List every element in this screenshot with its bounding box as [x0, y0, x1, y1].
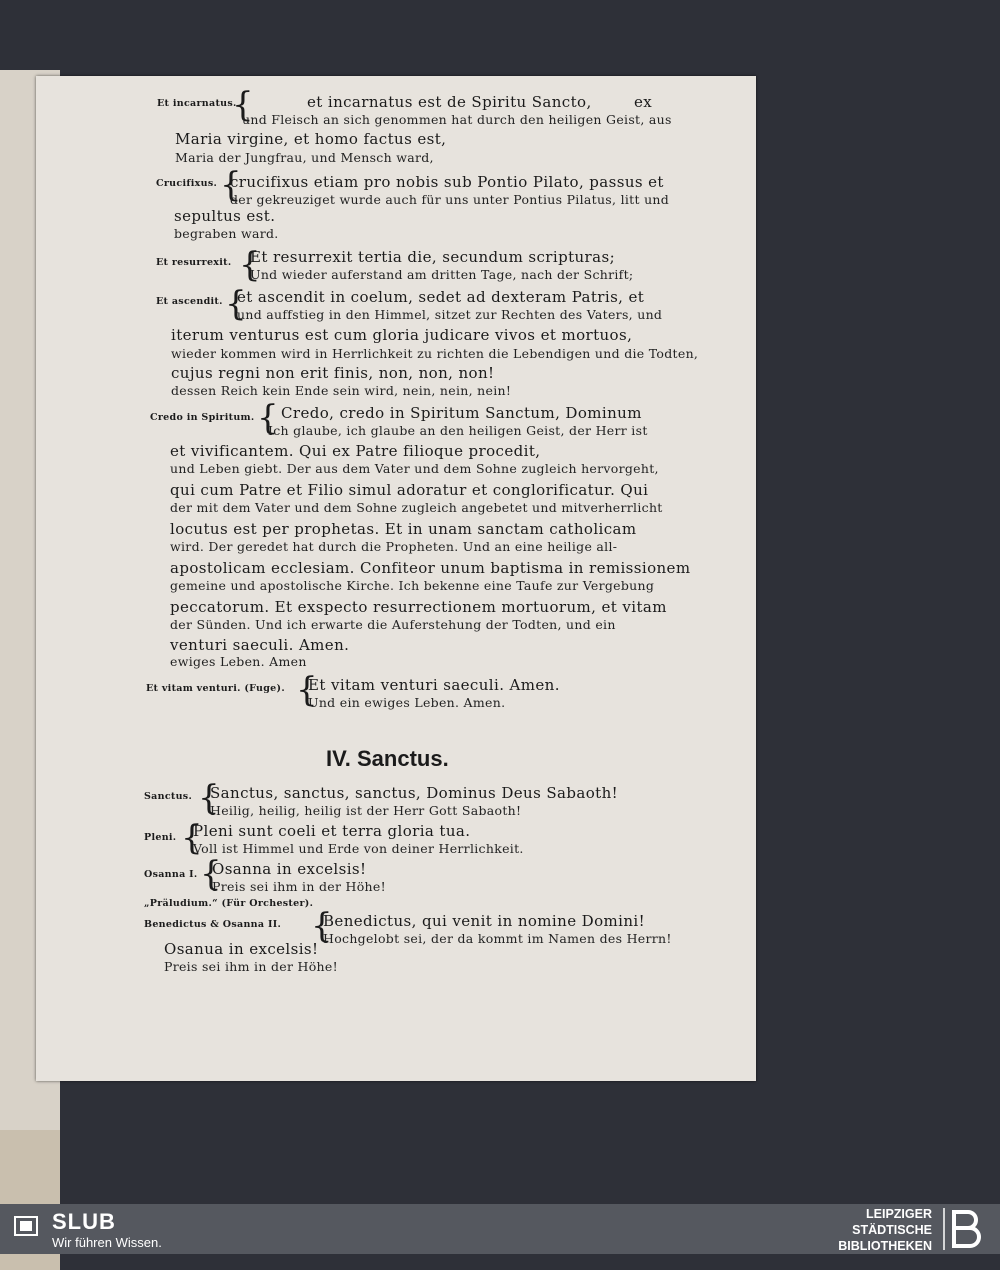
library-name	[838, 1206, 932, 1254]
latin-line: Benedictus, qui venit in nomine Domini!	[323, 912, 646, 930]
viewer-footer	[0, 1204, 1000, 1254]
german-line: und auffstieg in den Himmel, sitzet zur Rechten des Vaters, und	[237, 307, 663, 322]
label-pleni: Pleni.	[144, 832, 177, 843]
german-line: Und wieder auferstand am dritten Tage, nach der Schrift;	[250, 267, 634, 282]
german-line: und Fleisch an sich genommen hat durch den heiligen Geist, aus	[242, 112, 672, 127]
german-line: Maria der Jungfrau, und Mensch ward,	[175, 150, 434, 165]
label-crucifixus: Crucifixus.	[156, 178, 218, 189]
german-line: Hochgelobt sei, der da kommt im Namen des Herrn!	[323, 931, 672, 946]
brace: {	[232, 85, 254, 125]
latin-line: Sanctus, sanctus, sanctus, Dominus Deus Sabaoth!	[210, 784, 619, 802]
latin-line: peccatorum. Et exspecto resurrectionem mortuorum, et vitam	[170, 598, 667, 616]
german-line: wird. Der geredet hat durch die Propheten. Und an eine heilige all-	[170, 539, 618, 554]
label-sanctus: Sanctus.	[144, 791, 193, 802]
latin-line: et ascendit in coelum, sedet ad dexteram Patris, et	[237, 288, 645, 306]
german-line: der gekreuziget wurde auch für uns unter Pontius Pilatus, litt und	[230, 192, 670, 207]
latin-line: ex	[634, 93, 653, 111]
latin-line: Osanna in excelsis!	[212, 860, 367, 878]
latin-line: et vivificantem. Qui ex Patre filioque procedit,	[170, 442, 541, 460]
document-page	[36, 76, 756, 1081]
german-line: Heilig, heilig, heilig ist der Herr Gott Sabaoth!	[210, 803, 522, 818]
brace: {	[198, 778, 220, 818]
latin-line: Et resurrexit tertia die, secundum scripturas;	[250, 248, 616, 266]
latin-line: Et vitam venturi saeculi. Amen.	[308, 676, 560, 694]
label-et-incarnatus: Et incarnatus.	[157, 98, 237, 109]
latin-line: sepultus est.	[174, 207, 276, 225]
german-line: Und ein ewiges Leben. Amen.	[308, 695, 506, 710]
german-line: Ich glaube, ich glaube an den heiligen Geist, der Herr ist	[268, 423, 648, 438]
german-line: dessen Reich kein Ende sein wird, nein, nein, nein!	[171, 383, 512, 398]
german-line: der mit dem Vater und dem Sohne zugleich angebetet und mitverherrlicht	[170, 500, 663, 515]
german-line: begraben ward.	[174, 226, 279, 241]
german-line: Voll ist Himmel und Erde von deiner Herrlichkeit.	[193, 841, 524, 856]
brace: {	[225, 284, 247, 324]
german-line: und Leben giebt. Der aus dem Vater und dem Sohne zugleich hervorgeht,	[170, 461, 659, 476]
brace: {	[181, 818, 203, 858]
slub-tagline: Wir führen Wissen.	[52, 1235, 162, 1250]
latin-line: iterum venturus est cum gloria judicare vivos et mortuos,	[171, 326, 633, 344]
german-line: Preis sei ihm in der Höhe!	[164, 959, 338, 974]
brace: {	[200, 854, 222, 894]
slub-logo-icon	[12, 1212, 40, 1240]
latin-line: Maria virgine, et homo factus est,	[175, 130, 447, 148]
german-line: ewiges Leben. Amen	[170, 654, 307, 669]
library-name-line: BIBLIOTHEKEN	[838, 1239, 932, 1253]
latin-line: et incarnatus est de Spiritu Sancto,	[307, 93, 592, 111]
latin-line: Pleni sunt coeli et terra gloria tua.	[193, 822, 471, 840]
german-line: wieder kommen wird in Herrlichkeit zu richten die Lebendigen und die Todten,	[171, 346, 699, 361]
latin-line: qui cum Patre et Filio simul adoratur et conglorificatur. Qui	[170, 481, 649, 499]
german-line: der Sünden. Und ich erwarte die Auferstehung der Todten, und ein	[170, 617, 616, 632]
latin-line: Osanua in excelsis!	[164, 940, 319, 958]
label-et-ascendit: Et ascendit.	[156, 296, 223, 307]
latin-line: crucifixus etiam pro nobis sub Pontio Pilato, passus et	[230, 173, 664, 191]
german-line: gemeine und apostolische Kirche. Ich bekenne eine Taufe zur Vergebung	[170, 578, 655, 593]
brace: {	[257, 398, 279, 438]
label-benedictus: Benedictus & Osanna II.	[144, 919, 282, 930]
brace: {	[239, 245, 261, 285]
label-osanna-i: Osanna I.	[144, 869, 198, 880]
latin-line: cujus regni non erit finis, non, non, non!	[171, 364, 495, 382]
latin-line: apostolicam ecclesiam. Confiteor unum baptisma in remissionem	[170, 559, 691, 577]
library-name-line: STÄDTISCHE	[852, 1223, 932, 1237]
latin-line: Credo, credo in Spiritum Sanctum, Dominum	[281, 404, 642, 422]
german-line: Preis sei ihm in der Höhe!	[212, 879, 386, 894]
brace: {	[296, 670, 318, 710]
section-title: IV. Sanctus.	[326, 746, 449, 771]
label-et-resurrexit: Et resurrexit.	[156, 257, 232, 268]
slub-name: SLUB	[52, 1209, 116, 1234]
label-praeludium: „Präludium.“ (Für Orchester).	[144, 898, 314, 909]
library-name-line: LEIPZIGER	[866, 1207, 932, 1221]
brace: {	[220, 165, 242, 205]
latin-line: venturi saeculi. Amen.	[170, 636, 350, 654]
brace: {	[311, 906, 333, 946]
label-et-vitam-venturi: Et vitam venturi. (Fuge).	[146, 683, 285, 694]
library-logo-icon	[942, 1206, 990, 1252]
label-credo-in-spiritum: Credo in Spiritum.	[150, 412, 255, 423]
latin-line: locutus est per prophetas. Et in unam sanctam catholicam	[170, 520, 637, 538]
